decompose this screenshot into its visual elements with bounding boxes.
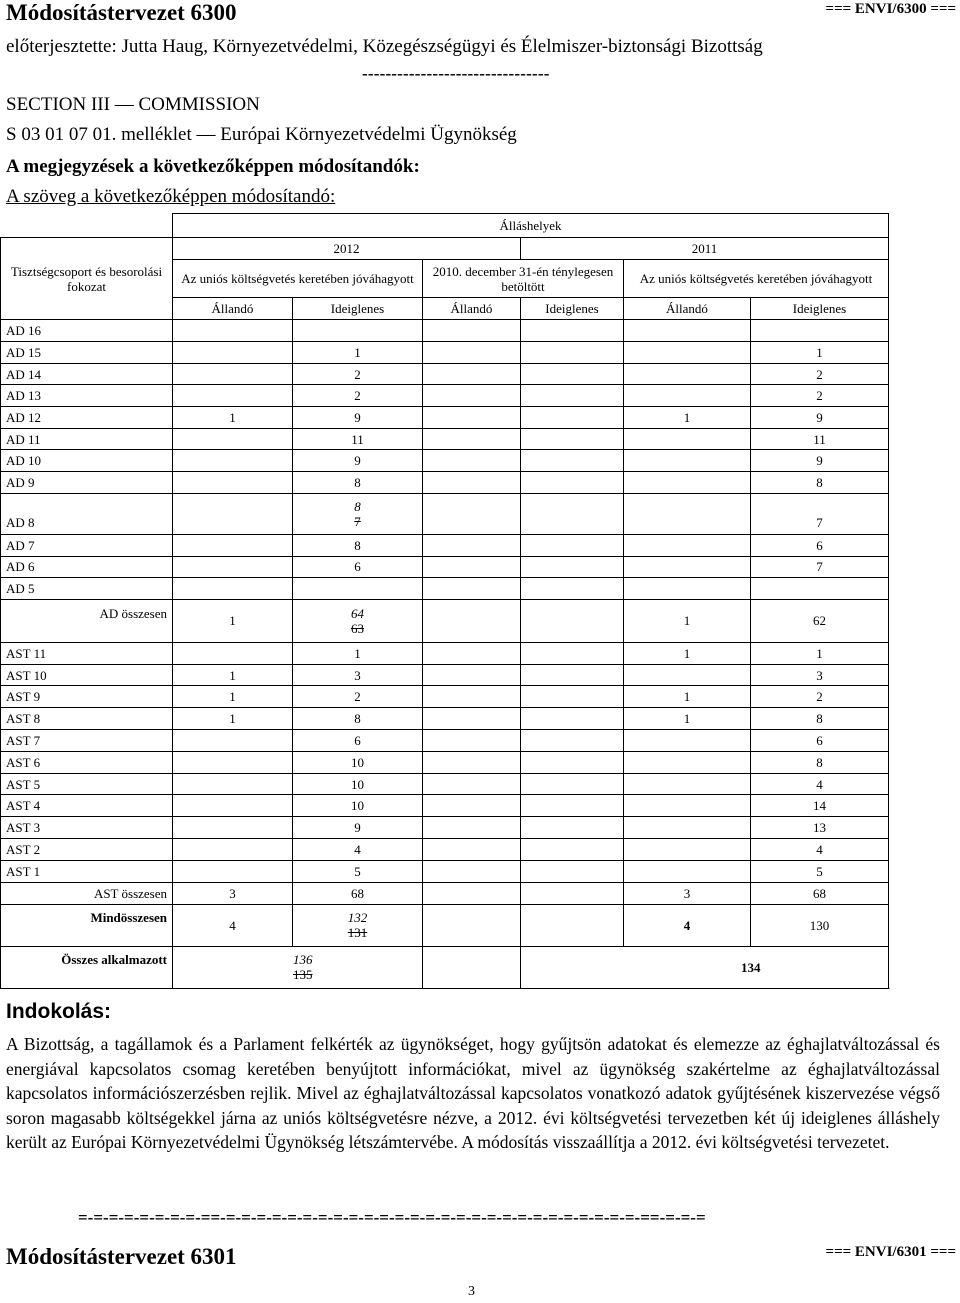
table-cell xyxy=(521,450,624,472)
new-value: 132 xyxy=(347,910,368,926)
grade-label: AST 2 xyxy=(1,839,173,861)
table-cell xyxy=(423,860,521,882)
table-cell xyxy=(423,839,521,861)
table-row xyxy=(1,904,889,946)
table-cell xyxy=(173,730,293,752)
table-cell: 8 xyxy=(293,472,423,494)
table-cell: 4 xyxy=(751,839,889,861)
table-cell xyxy=(521,817,624,839)
table-row xyxy=(1,320,889,342)
table-cell: 9 xyxy=(293,817,423,839)
amendment-code: === ENVI/6300 === xyxy=(825,1,956,17)
table-row xyxy=(1,751,889,773)
table-cell xyxy=(521,860,624,882)
year-2011: 2011 xyxy=(521,238,889,260)
table-cell xyxy=(423,534,521,556)
table-cell: 2 xyxy=(293,363,423,385)
grade-label: AD 15 xyxy=(1,342,173,364)
grade-label: AST 3 xyxy=(1,817,173,839)
sub-header: Ideiglenes xyxy=(293,298,423,320)
table-cell xyxy=(423,342,521,364)
grade-label: AD 6 xyxy=(1,556,173,578)
total-label: AST összesen xyxy=(1,882,173,904)
table-cell xyxy=(521,407,624,429)
table-cell xyxy=(751,578,889,600)
table-cell xyxy=(423,363,521,385)
table-cell xyxy=(624,730,751,752)
grade-label: AD 12 xyxy=(1,407,173,429)
table-cell: 1 xyxy=(624,642,751,664)
table-cell xyxy=(624,320,751,342)
authorized-2011-header: Az uniós költségvetés keretében jóváhagyott xyxy=(624,260,889,298)
grade-label: AST 4 xyxy=(1,795,173,817)
table-cell xyxy=(423,946,521,988)
table-row xyxy=(1,730,889,752)
table-cell xyxy=(173,320,293,342)
table-cell xyxy=(293,320,423,342)
table-cell: 7 xyxy=(751,556,889,578)
new-value: 64 xyxy=(351,605,364,621)
table-cell xyxy=(521,578,624,600)
table-cell xyxy=(423,795,521,817)
table-cell xyxy=(423,664,521,686)
table-cell: 5 xyxy=(293,860,423,882)
amended-cell xyxy=(293,599,423,642)
table-cell xyxy=(423,385,521,407)
table-cell: 13 xyxy=(751,817,889,839)
grade-label: AD 16 xyxy=(1,320,173,342)
table-cell: 1 xyxy=(173,708,293,730)
table-cell xyxy=(624,773,751,795)
old-value: 135 xyxy=(293,967,313,983)
table-cell: 4 xyxy=(751,773,889,795)
grade-label: AST 5 xyxy=(1,773,173,795)
posts-header: Álláshelyek xyxy=(173,214,889,238)
table-cell xyxy=(423,773,521,795)
new-value: 136 xyxy=(293,952,313,968)
table-cell xyxy=(624,664,751,686)
table-cell: 9 xyxy=(751,407,889,429)
table-cell xyxy=(521,342,624,364)
grade-label: AD 5 xyxy=(1,578,173,600)
table-cell xyxy=(423,320,521,342)
page-number: 3 xyxy=(468,1284,475,1299)
amended-cell xyxy=(293,904,423,946)
table-cell: 62 xyxy=(751,599,889,642)
table-cell xyxy=(173,472,293,494)
dash-separator: -------------------------------- xyxy=(362,64,550,83)
table-row xyxy=(1,642,889,664)
table-row xyxy=(1,817,889,839)
table-cell xyxy=(173,428,293,450)
table-cell: 1 xyxy=(624,407,751,429)
proposer-line: előterjesztette: Jutta Haug, Környezetvédelmi, Közegészségügyi és Élelmiszer-biztonsági Bizottság xyxy=(6,36,763,57)
next-amendment-code: === ENVI/6301 === xyxy=(825,1244,956,1260)
table-row xyxy=(1,363,889,385)
table-cell: 1 xyxy=(293,642,423,664)
table-cell: 1 xyxy=(751,342,889,364)
table-cell: 1 xyxy=(173,686,293,708)
table-row xyxy=(1,882,889,904)
grade-label: AD 9 xyxy=(1,472,173,494)
table-cell: 1 xyxy=(173,664,293,686)
table-cell: 9 xyxy=(293,407,423,429)
amended-cell xyxy=(293,493,423,534)
table-cell xyxy=(423,686,521,708)
table-row xyxy=(1,472,889,494)
table-cell xyxy=(624,428,751,450)
table-cell: 8 xyxy=(751,708,889,730)
table-cell: 2 xyxy=(751,686,889,708)
next-amendment-title: Módosítástervezet 6301 xyxy=(6,1244,237,1269)
table-cell xyxy=(521,664,624,686)
table-cell: 8 xyxy=(293,534,423,556)
budget-line: S 03 01 07 01. melléklet — Európai Környezetvédelmi Ügynökség xyxy=(6,124,517,145)
table-cell xyxy=(624,795,751,817)
group-col-header: Tisztségcsoport és besorolási fokozat xyxy=(1,238,173,320)
table-cell xyxy=(521,428,624,450)
table-cell: 8 xyxy=(751,751,889,773)
grade-label: AD 7 xyxy=(1,534,173,556)
notes-label: A megjegyzések a következőképpen módosítandók: xyxy=(6,156,420,177)
grade-label: AD 14 xyxy=(1,363,173,385)
table-cell: 1 xyxy=(293,342,423,364)
table-row xyxy=(1,708,889,730)
table-cell: 11 xyxy=(293,428,423,450)
table-cell: 2 xyxy=(293,385,423,407)
table-cell: 4 xyxy=(293,839,423,861)
table-cell: 4 xyxy=(624,904,751,946)
table-cell: 1 xyxy=(624,708,751,730)
table-cell xyxy=(624,472,751,494)
old-value: 63 xyxy=(351,620,364,636)
table-cell xyxy=(624,817,751,839)
total-label: Összes alkalmazott xyxy=(1,946,173,988)
table-cell: 3 xyxy=(751,664,889,686)
table-cell xyxy=(423,493,521,534)
table-cell: 6 xyxy=(293,730,423,752)
table-row xyxy=(1,428,889,450)
sub-header: Ideiglenes xyxy=(751,298,889,320)
table-cell: 2 xyxy=(293,686,423,708)
table-cell xyxy=(521,363,624,385)
table-cell xyxy=(173,578,293,600)
table-cell xyxy=(423,642,521,664)
table-cell xyxy=(293,578,423,600)
year-2012: 2012 xyxy=(173,238,521,260)
grade-label: AST 9 xyxy=(1,686,173,708)
new-value: 8 xyxy=(354,498,361,514)
table-cell xyxy=(521,882,624,904)
table-cell xyxy=(423,578,521,600)
grade-label: AD 13 xyxy=(1,385,173,407)
table-cell xyxy=(521,839,624,861)
table-cell xyxy=(521,493,624,534)
grade-label: AD 10 xyxy=(1,450,173,472)
table-cell xyxy=(751,320,889,342)
table-row xyxy=(1,599,889,642)
section-title: SECTION III — COMMISSION xyxy=(6,94,260,115)
table-row xyxy=(1,946,889,988)
table-cell: 3 xyxy=(624,882,751,904)
table-cell xyxy=(423,904,521,946)
authorized-2012-header: Az uniós költségvetés keretében jóváhagyott xyxy=(173,260,423,298)
table-cell xyxy=(423,817,521,839)
table-cell xyxy=(521,556,624,578)
table-cell xyxy=(173,363,293,385)
table-cell: 9 xyxy=(293,450,423,472)
table-row xyxy=(1,450,889,472)
table-cell xyxy=(521,773,624,795)
justification-heading: Indokolás: xyxy=(6,1000,112,1023)
grade-label: AST 10 xyxy=(1,664,173,686)
table-cell: 130 xyxy=(751,904,889,946)
table-cell: 1 xyxy=(624,599,751,642)
table-row xyxy=(1,664,889,686)
table-cell xyxy=(521,385,624,407)
table-cell xyxy=(624,385,751,407)
justification-text: A Bizottság, a tagállamok és a Parlament felkérték az ügynökséget, hogy gyűjtsön adatokat és elemezze az éghajlatváltozással és energiával kapcsolatos csomag keretében benyújtott információkat, mivel az ügynökség szakértelme az éghajlatváltozással kapcsolatos információszerzésben rejlik. Mivel az éghajlatváltozással kapcsolatos vonatkozó adatok gyűjtésének kiszervezése végső soron magasabb költségekkel járna az uniós költségvetésre nézve, a 2012. évi költségvetési tervezetben két új ideiglenes álláshely került az Európai Környezetvédelmi Ügynökség létszámtervébe. A módosítás visszaállítja a 2012. évi költségvetési tervezetet. xyxy=(6,1034,940,1153)
table-cell xyxy=(423,407,521,429)
table-cell xyxy=(521,599,624,642)
sub-header: Állandó xyxy=(173,298,293,320)
table-row xyxy=(1,493,889,534)
table-cell xyxy=(173,860,293,882)
table-cell xyxy=(423,428,521,450)
table-cell xyxy=(423,556,521,578)
separator-line: =-=-=-=-=-=-=-=-==-=-=-=-=-=-=-=-=-=-=-=-=-=-=-=-=-=-=-=-=-=-=-=-=-=-=-=-==-=-=-= xyxy=(78,1208,706,1227)
sub-header: Ideiglenes xyxy=(521,298,624,320)
table-row xyxy=(1,385,889,407)
table-cell xyxy=(423,708,521,730)
total-label: AD összesen xyxy=(1,599,173,642)
table-cell: 9 xyxy=(751,450,889,472)
table-cell xyxy=(521,904,624,946)
table-cell xyxy=(173,751,293,773)
grade-label: AST 1 xyxy=(1,860,173,882)
total-label: Mindösszesen xyxy=(1,904,173,946)
table-cell xyxy=(173,342,293,364)
grade-label: AST 11 xyxy=(1,642,173,664)
table-cell xyxy=(423,882,521,904)
grade-label: AST 6 xyxy=(1,751,173,773)
table-cell: 5 xyxy=(751,860,889,882)
table-cell: 10 xyxy=(293,795,423,817)
table-cell: 2 xyxy=(751,363,889,385)
table-cell: 134 xyxy=(521,946,889,988)
table-cell: 1 xyxy=(173,599,293,642)
sub-header: Állandó xyxy=(423,298,521,320)
table-cell xyxy=(624,751,751,773)
table-cell xyxy=(173,817,293,839)
table-cell xyxy=(624,493,751,534)
table-cell xyxy=(521,642,624,664)
table-cell xyxy=(521,320,624,342)
grade-label: AST 7 xyxy=(1,730,173,752)
table-cell xyxy=(624,450,751,472)
table-cell: 8 xyxy=(751,472,889,494)
table-cell: 68 xyxy=(751,882,889,904)
table-row xyxy=(1,534,889,556)
table-cell: 68 xyxy=(293,882,423,904)
table-row xyxy=(1,686,889,708)
table-cell xyxy=(173,839,293,861)
table-cell: 2 xyxy=(751,385,889,407)
table-cell xyxy=(624,839,751,861)
table-cell xyxy=(521,795,624,817)
table-cell xyxy=(173,450,293,472)
table-cell xyxy=(521,751,624,773)
table-cell: 6 xyxy=(293,556,423,578)
table-row xyxy=(1,860,889,882)
table-row xyxy=(1,773,889,795)
table-cell xyxy=(521,730,624,752)
table-cell: 8 xyxy=(293,708,423,730)
table-cell xyxy=(173,493,293,534)
table-cell xyxy=(423,751,521,773)
table-cell xyxy=(173,773,293,795)
text-label: A szöveg a következőképpen módosítandó: xyxy=(6,186,336,207)
table-cell xyxy=(521,686,624,708)
table-row xyxy=(1,556,889,578)
table-cell xyxy=(173,795,293,817)
table-cell: 1 xyxy=(173,407,293,429)
table-cell xyxy=(423,730,521,752)
table-cell: 7 xyxy=(751,493,889,534)
table-cell xyxy=(624,860,751,882)
sub-header: Állandó xyxy=(624,298,751,320)
table-cell: 10 xyxy=(293,751,423,773)
table-cell xyxy=(521,472,624,494)
amendment-title: Módosítástervezet 6300 xyxy=(6,0,237,25)
table-cell xyxy=(624,534,751,556)
table-row xyxy=(1,795,889,817)
table-cell: 10 xyxy=(293,773,423,795)
table-cell: 6 xyxy=(751,534,889,556)
establishment-plan-table xyxy=(0,213,889,989)
table-cell xyxy=(624,578,751,600)
table-row xyxy=(1,839,889,861)
table-cell xyxy=(423,472,521,494)
grade-label: AD 11 xyxy=(1,428,173,450)
table-cell: 11 xyxy=(751,428,889,450)
old-value: 131 xyxy=(347,925,368,941)
old-value: 7 xyxy=(354,513,361,529)
table-cell: 1 xyxy=(624,686,751,708)
table-cell xyxy=(423,450,521,472)
table-cell xyxy=(173,385,293,407)
table-cell xyxy=(624,363,751,385)
grade-label: AD 8 xyxy=(1,493,173,534)
table-row xyxy=(1,342,889,364)
table-cell xyxy=(624,342,751,364)
table-row xyxy=(1,407,889,429)
table-cell xyxy=(173,534,293,556)
grade-label: AST 8 xyxy=(1,708,173,730)
filled-2010-header: 2010. december 31-én ténylegesen betöltött xyxy=(423,260,624,298)
table-cell xyxy=(173,556,293,578)
table-cell: 14 xyxy=(751,795,889,817)
table-cell xyxy=(423,599,521,642)
table-cell: 4 xyxy=(173,904,293,946)
ad-rows xyxy=(1,320,889,989)
table-cell: 3 xyxy=(173,882,293,904)
amended-cell xyxy=(173,946,423,988)
table-cell: 3 xyxy=(293,664,423,686)
table-cell: 6 xyxy=(751,730,889,752)
table-cell xyxy=(521,708,624,730)
table-row xyxy=(1,578,889,600)
table-cell xyxy=(521,534,624,556)
table-cell xyxy=(624,556,751,578)
table-cell: 1 xyxy=(751,642,889,664)
table-cell xyxy=(173,642,293,664)
